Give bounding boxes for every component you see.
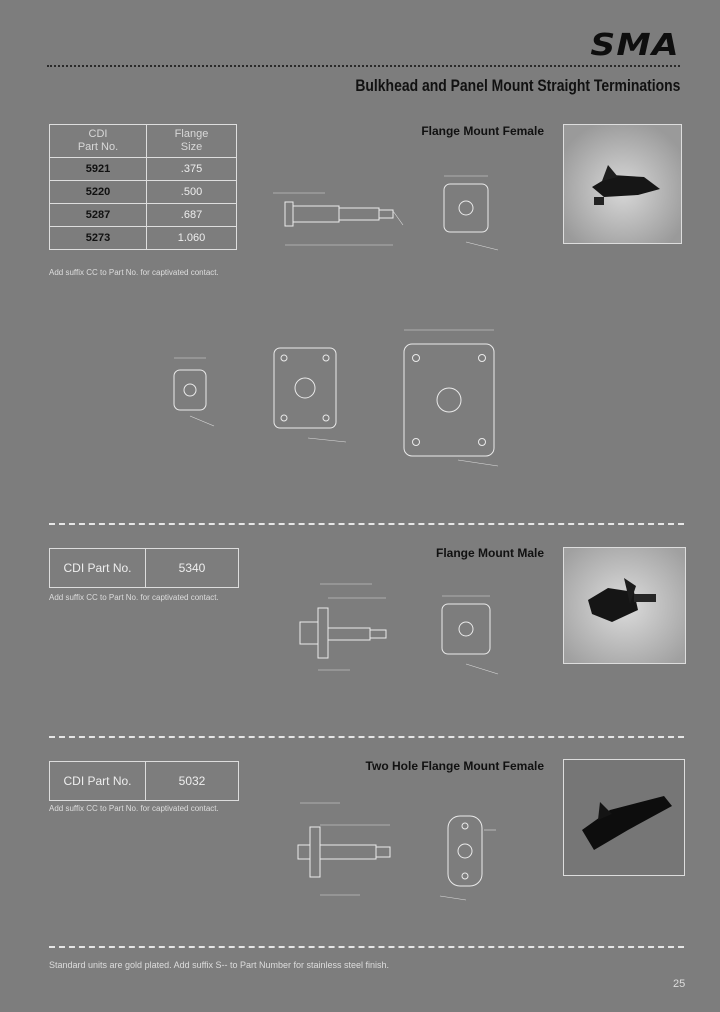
header-rule [47, 65, 680, 67]
table-row [50, 181, 237, 204]
flange-size-cell: 1.060 [147, 227, 237, 250]
captivated-contact-note: Add suffix CC to Part No. for captivated contact. [49, 268, 219, 277]
table-header-row [50, 125, 237, 158]
part-number-cell: 5220 [50, 181, 147, 204]
header-line: CDI [88, 128, 108, 140]
product-photo [563, 124, 682, 244]
part-number-cell: 5921 [50, 158, 147, 181]
flange-drawing-large [398, 322, 503, 472]
part-table [49, 124, 237, 250]
captivated-contact-note: Add suffix CC to Part No. for captivated contact. [49, 593, 219, 602]
section-divider [49, 946, 684, 948]
plating-note: Standard units are gold plated. Add suffix S-- to Part Number for stainless steel finish. [49, 960, 390, 970]
side-view-drawing [265, 175, 415, 265]
part-number-box [49, 548, 239, 588]
part-number-label: CDI Part No. [50, 762, 146, 800]
part-number-cell: 5273 [50, 227, 147, 250]
part-number-cell: 5287 [50, 204, 147, 227]
flange-size-cell: .500 [147, 181, 237, 204]
section-divider [49, 736, 684, 738]
table-row [50, 204, 237, 227]
section-title-flange-mount-male: Flange Mount Male [436, 546, 544, 560]
flange-size-cell: .687 [147, 204, 237, 227]
section-title-two-hole-flange-mount-female: Two Hole Flange Mount Female [365, 759, 544, 773]
captivated-contact-note: Add suffix CC to Part No. for captivated contact. [49, 804, 219, 813]
front-view-drawing [436, 172, 506, 262]
page-number: 25 [673, 978, 686, 990]
header-line: Flange [174, 128, 209, 140]
part-number-value: 5340 [178, 561, 206, 575]
connector-photo-image [564, 548, 685, 663]
side-view-drawing [290, 578, 420, 678]
product-photo [563, 547, 686, 664]
flange-drawing-small [168, 350, 228, 435]
connector-photo-image [564, 760, 684, 875]
part-number-value: 5032 [178, 774, 206, 788]
part-number-box [49, 761, 239, 801]
part-number-label: CDI Part No. [50, 549, 146, 587]
column-header-part-no [50, 125, 147, 158]
page-title: Bulkhead and Panel Mount Straight Terminations [354, 76, 680, 95]
flange-size-cell: .375 [147, 158, 237, 181]
side-view-drawing [290, 795, 410, 905]
column-header-flange-size [147, 125, 237, 158]
table-row [50, 158, 237, 181]
header-line: Size [180, 141, 203, 153]
flange-drawing-medium [268, 330, 353, 450]
brand-logo: SMA [590, 28, 680, 63]
section-divider [49, 523, 684, 525]
table-row [50, 227, 237, 250]
product-photo [563, 759, 685, 876]
front-view-drawing [436, 590, 506, 680]
front-view-drawing [436, 808, 506, 908]
connector-photo-image [564, 125, 681, 243]
section-title-flange-mount-female: Flange Mount Female [421, 124, 544, 138]
header-line: Part No. [77, 141, 119, 153]
